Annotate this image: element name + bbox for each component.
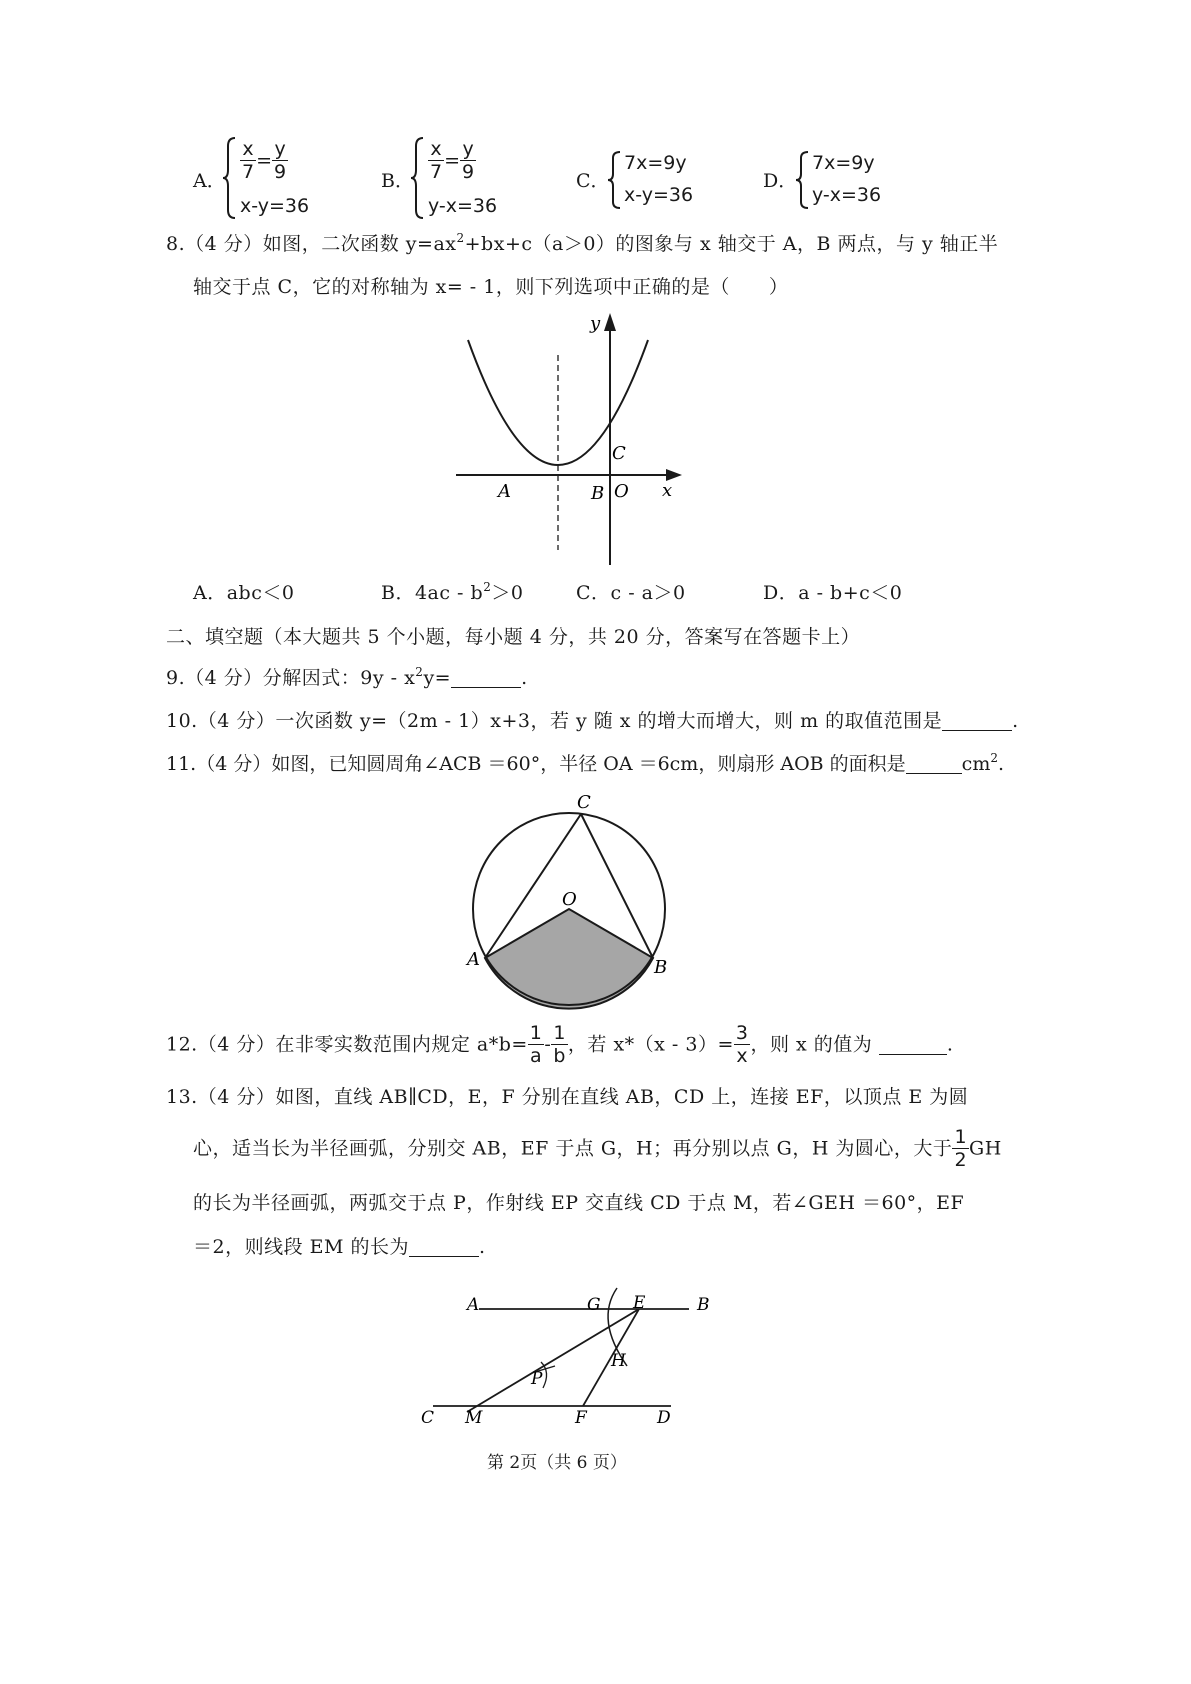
label-m: M	[465, 1408, 483, 1428]
label-a: A	[467, 1295, 480, 1315]
q10-text: 10.（4 分）一次函数 y=（2m - 1）x+3，若 y 随 x 的增大而增大，则 m 的取值范围是 .	[166, 710, 1019, 732]
label-a: A	[467, 949, 480, 970]
label-h: H	[611, 1351, 626, 1371]
brace-icon	[410, 136, 426, 220]
y-axis-arrow-icon	[604, 313, 616, 331]
answer-blank	[942, 710, 1012, 731]
label-g: G	[587, 1295, 601, 1315]
q11-text: 11.（4 分）如图，已知圆周角∠ACB ＝60°，半径 OA ＝6cm，则扇形 AOB 的面积是 $cm^2$.	[166, 751, 1005, 775]
label-f: F	[575, 1408, 587, 1428]
q8-line1: 8.（4 分）如图，二次函数 $y=ax^2+bx+c(a>0)$的图象与 x 轴交于 A，B 两点，与 y 轴正半	[166, 231, 999, 255]
circle-figure	[455, 792, 685, 1017]
equation-line: y-x=36	[428, 195, 498, 217]
equation-line: 7x=9y	[624, 152, 687, 174]
label-c: C	[577, 792, 591, 813]
brace-icon	[795, 150, 811, 210]
brace-icon	[607, 150, 623, 210]
label-d: D	[657, 1408, 671, 1428]
answer-blank	[409, 1236, 479, 1257]
equation-line: x-y=36	[624, 184, 694, 206]
answer-blank	[906, 753, 962, 774]
q8-option-a: A．abc＜0	[193, 582, 295, 604]
label-a: A	[498, 481, 511, 502]
option-letter: B．	[381, 170, 414, 192]
option-letter: C．	[576, 170, 610, 192]
option-letter: D．	[763, 170, 798, 192]
label-y: y	[590, 313, 601, 334]
shaded-sector	[485, 909, 653, 1009]
label-o: O	[614, 481, 629, 502]
q8-option-b: B．$4ac - b^2>0$	[381, 580, 524, 604]
answer-blank	[879, 1034, 947, 1055]
label-b: B	[697, 1295, 710, 1315]
q9-text: 9.（4 分）分解因式：$9y - x^2y=$ .	[166, 665, 528, 689]
parabola-figure	[440, 305, 700, 575]
label-e: E	[633, 1293, 646, 1313]
q13-line1: 13.（4 分）如图，直线 AB∥CD，E，F 分别在直线 AB，CD 上，连接 EF，以顶点 E 为圆	[166, 1086, 969, 1108]
label-c: C	[612, 443, 626, 464]
parallel-lines-figure	[415, 1280, 710, 1440]
label-o: O	[562, 889, 577, 910]
q8-line2: 轴交于点 C，它的对称轴为 x= - 1，则下列选项中正确的是（ ）	[193, 276, 789, 298]
brace-icon	[222, 136, 238, 220]
label-b: B	[591, 483, 605, 504]
q13-line4: ＝2，则线段 EM 的长为 .	[193, 1236, 486, 1258]
label-x: x	[662, 480, 673, 501]
q8-option-d: D．a - b+c＜0	[763, 582, 903, 604]
equation-line: y-x=36	[812, 184, 882, 206]
q8-option-c: C．c - a＞0	[576, 582, 686, 604]
section-heading: 二、填空题（本大题共 5 个小题，每小题 4 分，共 20 分，答案写在答题卡上）	[166, 626, 861, 648]
label-p: P	[531, 1369, 543, 1389]
equation-line: x-y=36	[240, 195, 310, 217]
q13-line3: 的长为半径画弧，两弧交于点 P，作射线 EP 交直线 CD 于点 M，若∠GEH ＝60°，EF	[193, 1192, 965, 1214]
q13-line2: 心，适当长为半径画弧，分别交 AB，EF 于点 G，H；再分别以点 G，H 为圆心，大于 $\frac{1}{2}$ GH	[193, 1126, 1002, 1171]
equation-line: 7x=9y	[812, 152, 875, 174]
answer-blank	[451, 667, 521, 688]
label-c: C	[421, 1408, 435, 1428]
page-footer: 第 2页（共 6 页）	[487, 1453, 627, 1473]
option-letter: A．	[193, 170, 226, 192]
label-b: B	[654, 957, 668, 978]
q12-text: 12.（4 分）在非零实数范围内规定 a*b= $\frac{1}{a}$ - $\frac{1}{b}$ ，若 x*（x - 3）= $\frac{3}{x}$ ，则 x 的值为 .	[166, 1022, 954, 1067]
